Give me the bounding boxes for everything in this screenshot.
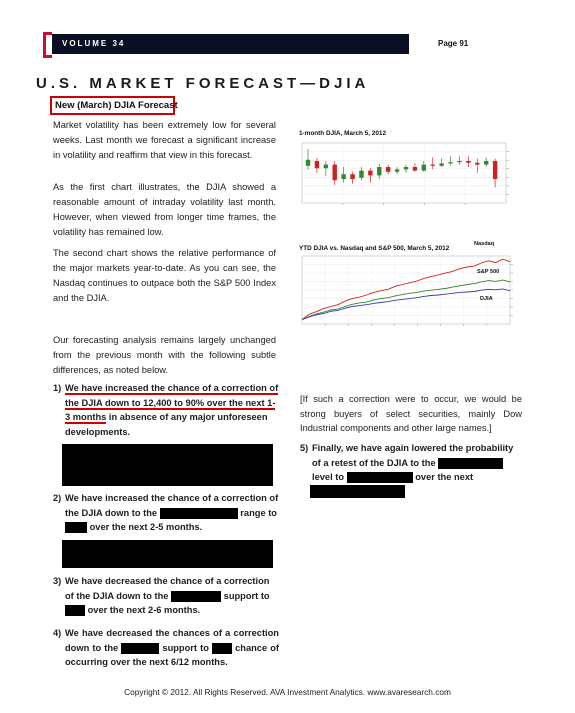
chart-1 xyxy=(296,123,524,215)
item-2-text-a: We have increased the chance of a correction of the DJIA down to the xyxy=(65,493,279,518)
candle-body xyxy=(341,174,345,179)
item-2-number: 2) xyxy=(53,493,62,503)
candle-body xyxy=(439,163,443,165)
candle-body xyxy=(315,161,319,168)
candle-body xyxy=(368,171,372,176)
paragraph-3: The second chart shows the relative performance of the major markets year-to-date. As you can see, the Nasdaq continues to outpace both the S&P 500 Index and the DJIA. xyxy=(53,248,276,303)
candle-body xyxy=(386,167,390,172)
candle-body xyxy=(484,161,488,165)
redaction-inline xyxy=(160,508,238,519)
chart-1-title: 1-month DJIA, March 5, 2012 xyxy=(299,130,387,137)
bracket-note: [If such a correction were to occur, we would be strong buyers of select securities, mainly Dow Industrial components and other large names.] xyxy=(300,394,522,433)
candle-body xyxy=(377,167,381,175)
page-number: Page 91 xyxy=(438,39,469,48)
item-1-number: 1) xyxy=(53,383,62,393)
item-4-text-c: chance of occurring over the next 6/12 months. xyxy=(65,642,280,667)
candle-body xyxy=(350,174,354,179)
item-2-text-b: range to xyxy=(240,507,277,518)
paragraph-1: Market volatility has been extremely low for several weeks. Last month we forecast a significant increase in volatility and reaffirm that view in this forecast. xyxy=(53,120,276,160)
item-5-text-b: level to xyxy=(312,472,345,482)
candle-body xyxy=(448,162,452,163)
footer-copyright: Copyright © 2012. All Rights Reserved. AVA Investment Analytics. www.avaresearch.com xyxy=(124,687,451,697)
redaction-inline xyxy=(65,605,85,616)
item-1-highlight: We have increased the chance of a correction of the DJIA down to 12,400 to 90% over the next 1-3 months xyxy=(65,383,279,422)
forecast-item-4 xyxy=(53,626,279,684)
item-3-number: 3) xyxy=(53,576,62,586)
item-5-number: 5) xyxy=(300,443,309,453)
chart-2 xyxy=(296,238,524,336)
redaction-block-1 xyxy=(62,444,273,486)
redaction-inline xyxy=(65,522,87,533)
paragraph-2: As the first chart illustrates, the DJIA showed a reasonable amount of intraday volatility last month. However, when viewed from longer time frames, the volatility has remained low. xyxy=(53,182,276,237)
item-4-text-a: We have decreased the chances of a correction down to the xyxy=(65,628,279,653)
chart-2-plot xyxy=(296,238,524,336)
legend-nasdaq: Nasdaq xyxy=(474,241,495,247)
volume-label: VOLUME 34 xyxy=(62,39,126,48)
item-5-text-a: Finally, we have again lowered the probability of a retest of the DJIA to the xyxy=(312,443,514,468)
paragraph-4: Our forecasting analysis remains largely unchanged from the previous month with the following subtle differences, as noted below. xyxy=(53,335,276,375)
chart-1-plot xyxy=(296,123,524,215)
candle-body xyxy=(404,167,408,169)
series-line-s-p-500 xyxy=(302,280,510,320)
item-2-text-c: over the next 2-5 months. xyxy=(89,522,203,532)
candle-body xyxy=(457,161,461,162)
candle-body xyxy=(422,165,426,171)
candle-body xyxy=(333,165,337,181)
legend-sp500: S&P 500 xyxy=(477,269,500,275)
candle-body xyxy=(324,165,328,169)
chart-2-title: YTD DJIA vs. Nasdaq and S&P 500, March 5, 2012 xyxy=(299,245,450,252)
candle-body xyxy=(359,171,363,178)
header-bracket xyxy=(43,32,52,58)
item-1-rest: in absence of any major unforeseen developments. xyxy=(65,412,268,437)
redaction-inline xyxy=(347,472,413,483)
redaction-inline xyxy=(171,591,221,602)
redaction-inline xyxy=(212,643,232,654)
item-3-text-a: We have decreased the chance of a correction of the DJIA down to the xyxy=(65,576,270,601)
candle-body xyxy=(306,160,310,166)
forecast-item-2 xyxy=(53,491,279,539)
candle-body xyxy=(395,169,399,171)
forecast-item-3 xyxy=(53,574,279,620)
candle-body xyxy=(413,167,417,171)
forecast-item-1 xyxy=(53,381,279,441)
candle-body xyxy=(475,163,479,165)
legend-djia: DJIA xyxy=(480,296,493,302)
page-title: U.S. MARKET FORECAST—DJIA xyxy=(36,75,370,92)
item-3-text-c: over the next 2-6 months. xyxy=(87,605,201,615)
item-5-text-c: over the next xyxy=(415,472,474,482)
redaction-block-3 xyxy=(310,485,405,498)
redaction-inline xyxy=(121,643,159,654)
candle-body xyxy=(493,161,497,179)
redaction-inline xyxy=(438,458,503,469)
item-3-text-b: support to xyxy=(223,590,270,601)
candle-body xyxy=(466,161,470,163)
candle-body xyxy=(431,165,435,166)
redaction-block-2 xyxy=(62,540,273,568)
section-label: New (March) DJIA Forecast xyxy=(50,96,175,115)
item-4-text-b: support to xyxy=(162,642,209,653)
item-4-number: 4) xyxy=(53,628,62,638)
